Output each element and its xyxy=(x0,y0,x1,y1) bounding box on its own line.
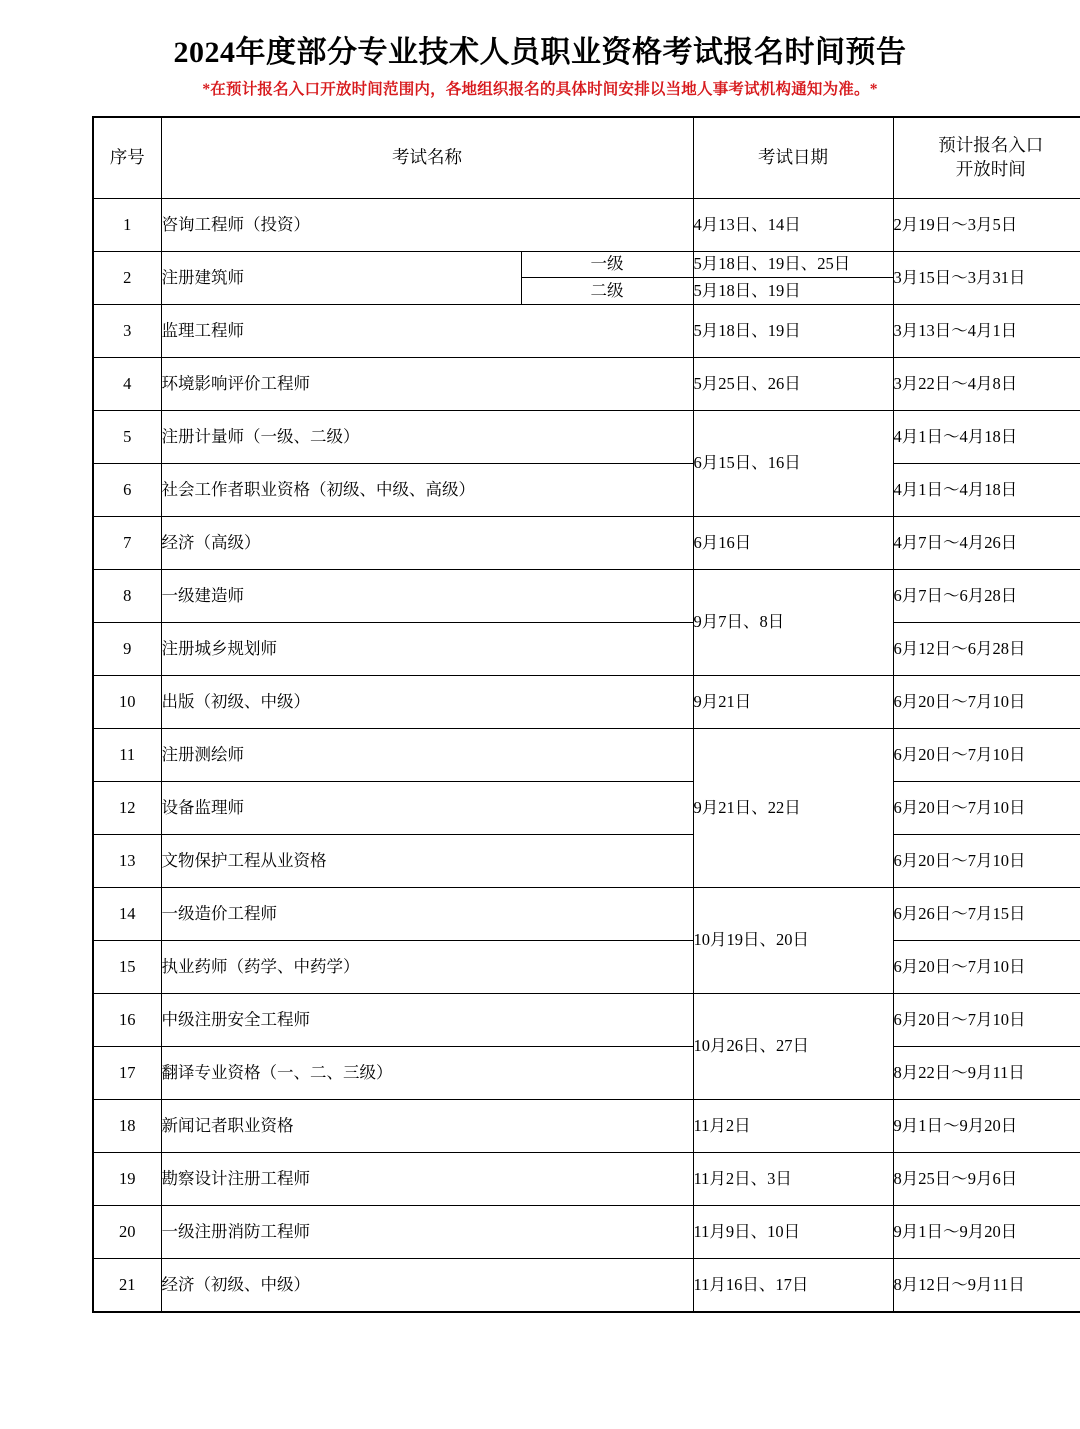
table-row xyxy=(93,357,1080,410)
cell-registration-window: 3月22日～4月8日 xyxy=(893,357,1080,410)
exam-schedule-table xyxy=(92,116,1080,1313)
cell-exam-name: 注册城乡规划师 xyxy=(161,622,693,675)
cell-exam-name: 一级注册消防工程师 xyxy=(161,1205,693,1258)
cell-exam-name: 注册计量师（一级、二级） xyxy=(161,410,693,463)
cell-registration-window: 6月20日～7月10日 xyxy=(893,993,1080,1046)
cell-registration-window: 4月7日～4月26日 xyxy=(893,516,1080,569)
cell-exam-date: 6月16日 xyxy=(693,516,893,569)
cell-exam-name: 经济（高级） xyxy=(161,516,693,569)
cell-registration-window: 6月26日～7月15日 xyxy=(893,887,1080,940)
cell-exam-date: 9月21日 xyxy=(693,675,893,728)
cell-no: 6 xyxy=(93,463,161,516)
cell-exam-date: 5月18日、19日、25日 xyxy=(693,251,893,278)
cell-no: 4 xyxy=(93,357,161,410)
cell-no: 3 xyxy=(93,304,161,357)
cell-exam-date: 5月18日、19日 xyxy=(693,278,893,305)
cell-registration-window: 6月20日～7月10日 xyxy=(893,834,1080,887)
table-row xyxy=(93,304,1080,357)
table-row xyxy=(93,1046,1080,1099)
cell-no: 10 xyxy=(93,675,161,728)
table-row xyxy=(93,463,1080,516)
cell-exam-name: 社会工作者职业资格（初级、中级、高级） xyxy=(161,463,693,516)
cell-exam-name: 新闻记者职业资格 xyxy=(161,1099,693,1152)
cell-exam-date: 10月26日、27日 xyxy=(693,993,893,1099)
cell-no: 17 xyxy=(93,1046,161,1099)
table-row xyxy=(93,1152,1080,1205)
cell-no: 21 xyxy=(93,1258,161,1312)
cell-registration-window: 4月1日～4月18日 xyxy=(893,463,1080,516)
cell-exam-date: 9月7日、8日 xyxy=(693,569,893,675)
cell-exam-name: 执业药师（药学、中药学） xyxy=(161,940,693,993)
header-registration-line2: 开放时间 xyxy=(955,158,1026,179)
table-row xyxy=(93,834,1080,887)
cell-no: 7 xyxy=(93,516,161,569)
cell-registration-window: 6月12日～6月28日 xyxy=(893,622,1080,675)
cell-registration-window: 3月15日～3月31日 xyxy=(893,251,1080,304)
cell-registration-window: 2月19日～3月5日 xyxy=(893,198,1080,251)
cell-exam-name: 注册测绘师 xyxy=(161,728,693,781)
cell-registration-window: 6月20日～7月10日 xyxy=(893,728,1080,781)
cell-registration-window: 6月20日～7月10日 xyxy=(893,675,1080,728)
cell-exam-date: 11月9日、10日 xyxy=(693,1205,893,1258)
cell-no: 13 xyxy=(93,834,161,887)
cell-exam-name: 中级注册安全工程师 xyxy=(161,993,693,1046)
cell-registration-window: 8月22日～9月11日 xyxy=(893,1046,1080,1099)
cell-no: 5 xyxy=(93,410,161,463)
cell-registration-window: 4月1日～4月18日 xyxy=(893,410,1080,463)
cell-no: 12 xyxy=(93,781,161,834)
cell-exam-name: 文物保护工程从业资格 xyxy=(161,834,693,887)
table-row xyxy=(93,1258,1080,1312)
page-title: 2024年度部分专业技术人员职业资格考试报名时间预告 xyxy=(173,36,907,69)
cell-exam-date: 9月21日、22日 xyxy=(693,728,893,887)
table-row xyxy=(93,1099,1080,1152)
cell-registration-window: 9月1日～9月20日 xyxy=(893,1205,1080,1258)
table-row xyxy=(93,569,1080,622)
cell-exam-level: 一级 xyxy=(521,251,693,278)
cell-exam-name: 监理工程师 xyxy=(161,304,693,357)
cell-exam-name: 设备监理师 xyxy=(161,781,693,834)
cell-no: 11 xyxy=(93,728,161,781)
table-row xyxy=(93,781,1080,834)
cell-exam-name: 勘察设计注册工程师 xyxy=(161,1152,693,1205)
cell-no: 15 xyxy=(93,940,161,993)
cell-no: 8 xyxy=(93,569,161,622)
cell-exam-name: 一级建造师 xyxy=(161,569,693,622)
table-row xyxy=(93,251,1080,278)
table-row xyxy=(93,516,1080,569)
cell-no: 19 xyxy=(93,1152,161,1205)
header-registration-window xyxy=(893,117,1080,199)
cell-exam-date: 6月15日、16日 xyxy=(693,410,893,516)
cell-exam-name: 出版（初级、中级） xyxy=(161,675,693,728)
table-row xyxy=(93,887,1080,940)
header-registration-line1: 预计报名入口 xyxy=(938,135,1044,156)
registration-note: *在预计报名入口开放时间范围内，各地组织报名的具体时间安排以当地人事考试机构通知为准。* xyxy=(202,80,878,98)
cell-exam-date: 11月2日 xyxy=(693,1099,893,1152)
cell-exam-name: 翻译专业资格（一、二、三级） xyxy=(161,1046,693,1099)
cell-exam-name: 环境影响评价工程师 xyxy=(161,357,693,410)
cell-registration-window: 6月20日～7月10日 xyxy=(893,781,1080,834)
table-row xyxy=(93,728,1080,781)
cell-registration-window: 8月12日～9月11日 xyxy=(893,1258,1080,1312)
table-row xyxy=(93,410,1080,463)
cell-no: 2 xyxy=(93,251,161,304)
cell-exam-date: 5月25日、26日 xyxy=(693,357,893,410)
table-row xyxy=(93,1205,1080,1258)
cell-no: 18 xyxy=(93,1099,161,1152)
cell-no: 14 xyxy=(93,887,161,940)
table-row xyxy=(93,993,1080,1046)
cell-exam-date: 11月16日、17日 xyxy=(693,1258,893,1312)
cell-exam-date: 5月18日、19日 xyxy=(693,304,893,357)
cell-registration-window: 8月25日～9月6日 xyxy=(893,1152,1080,1205)
cell-registration-window: 3月13日～4月1日 xyxy=(893,304,1080,357)
cell-exam-date: 4月13日、14日 xyxy=(693,198,893,251)
cell-exam-date: 10月19日、20日 xyxy=(693,887,893,993)
header-exam-date: 考试日期 xyxy=(693,117,893,199)
table-header-row xyxy=(93,117,1080,199)
cell-exam-name: 经济（初级、中级） xyxy=(161,1258,693,1312)
table-row xyxy=(93,622,1080,675)
table-row xyxy=(93,940,1080,993)
cell-no: 9 xyxy=(93,622,161,675)
cell-exam-name: 注册建筑师 xyxy=(161,251,521,304)
cell-registration-window: 6月20日～7月10日 xyxy=(893,940,1080,993)
cell-exam-level: 二级 xyxy=(521,278,693,305)
cell-registration-window: 6月7日～6月28日 xyxy=(893,569,1080,622)
cell-exam-date: 11月2日、3日 xyxy=(693,1152,893,1205)
table-row xyxy=(93,198,1080,251)
cell-no: 1 xyxy=(93,198,161,251)
header-exam-name: 考试名称 xyxy=(161,117,693,199)
cell-exam-name: 咨询工程师（投资） xyxy=(161,198,693,251)
cell-exam-name: 一级造价工程师 xyxy=(161,887,693,940)
cell-no: 16 xyxy=(93,993,161,1046)
cell-no: 20 xyxy=(93,1205,161,1258)
table-row xyxy=(93,675,1080,728)
header-no: 序号 xyxy=(93,117,161,199)
cell-registration-window: 9月1日～9月20日 xyxy=(893,1099,1080,1152)
